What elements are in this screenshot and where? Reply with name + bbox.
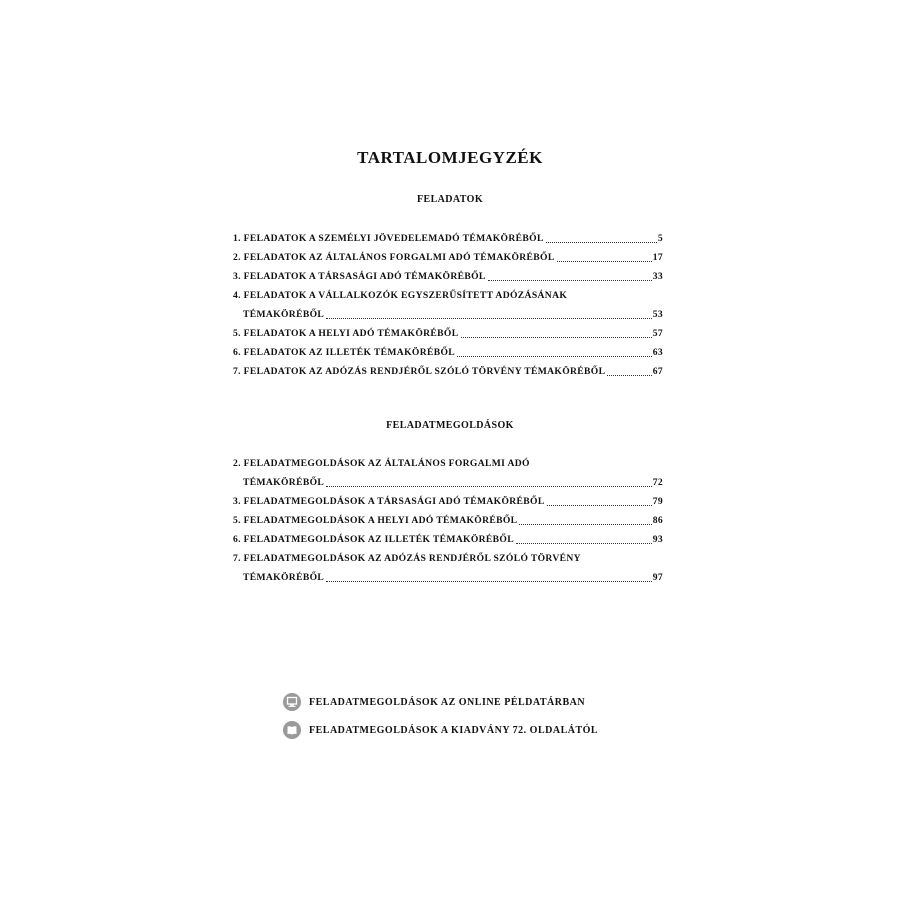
toc-entry-label-continuation: TÉMAKÖRÉBŐL	[243, 477, 325, 488]
toc-entry-page-number: 97	[652, 572, 663, 583]
toc-entry-page-number: 63	[652, 347, 663, 358]
toc-entry-continuation[interactable]	[233, 305, 663, 324]
toc-entry-label: 5. FELADATOK A HELYI ADÓ TÉMAKÖRÉBŐL	[233, 328, 459, 339]
dot-leader	[326, 318, 652, 319]
book-icon	[283, 721, 301, 739]
dot-leader	[326, 486, 652, 487]
toc-entry[interactable]	[233, 343, 663, 362]
toc-entry-label: 2. FELADATMEGOLDÁSOK AZ ÁLTALÁNOS FORGALMI ADÓ	[233, 458, 530, 469]
legend-item-book	[283, 718, 598, 742]
toc-entry-page-number: 93	[652, 534, 663, 545]
toc-entry-page-number: 57	[652, 328, 663, 339]
toc-entry-label: 2. FELADATOK AZ ÁLTALÁNOS FORGALMI ADÓ TÉMAKÖRÉBŐL	[233, 252, 555, 263]
dot-leader	[488, 280, 652, 281]
toc-entry-page-number: 72	[652, 477, 663, 488]
section-title-feladatok: FELADATOK	[416, 194, 484, 205]
dot-leader	[557, 261, 652, 262]
toc-list-feladatok	[233, 229, 663, 381]
dot-leader	[457, 356, 652, 357]
dot-leader	[326, 581, 652, 582]
toc-entry[interactable]	[233, 324, 663, 343]
toc-entry-continuation[interactable]	[233, 568, 663, 587]
toc-entry[interactable]	[233, 229, 663, 248]
toc-entry-page-number: 67	[652, 366, 663, 377]
toc-entry[interactable]	[233, 549, 663, 568]
section-title-feladatmegoldasok: FELADATMEGOLDÁSOK	[386, 420, 514, 431]
toc-entry-page-number: 5	[657, 233, 663, 244]
dot-leader	[546, 242, 657, 243]
toc-entry-page-number: 53	[652, 309, 663, 320]
computer-icon	[283, 693, 301, 711]
legend-text: FELADATMEGOLDÁSOK A KIADVÁNY 72. OLDALÁTÓL	[309, 724, 599, 736]
toc-entry-label: 4. FELADATOK A VÁLLALKOZÓK EGYSZERŰSÍTETT ADÓZÁSÁNAK	[233, 290, 568, 301]
toc-entry[interactable]	[233, 286, 663, 305]
toc-entry-label: 7. FELADATOK AZ ADÓZÁS RENDJÉRŐL SZÓLÓ TÖRVÉNY TÉMAKÖRÉBŐL	[233, 366, 606, 377]
toc-entry[interactable]	[233, 267, 663, 286]
toc-entry-page-number: 79	[652, 496, 663, 507]
toc-entry[interactable]	[233, 511, 663, 530]
toc-entry-continuation[interactable]	[233, 473, 663, 492]
page-title: TARTALOMJEGYZÉK	[357, 148, 543, 167]
legend-text: FELADATMEGOLDÁSOK AZ ONLINE PÉLDATÁRBAN	[309, 696, 586, 708]
toc-entry-label-continuation: TÉMAKÖRÉBŐL	[243, 309, 325, 320]
toc-entry[interactable]	[233, 362, 663, 381]
toc-entry-label: 6. FELADATMEGOLDÁSOK AZ ILLETÉK TÉMAKÖRÉBŐL	[233, 534, 514, 545]
dot-leader	[519, 524, 651, 525]
toc-entry-label: 5. FELADATMEGOLDÁSOK A HELYI ADÓ TÉMAKÖRÉBŐL	[233, 515, 518, 526]
toc-entry[interactable]	[233, 248, 663, 267]
toc-entry-label: 3. FELADATMEGOLDÁSOK A TÁRSASÁGI ADÓ TÉMAKÖRÉBŐL	[233, 496, 545, 507]
toc-entry-label: 3. FELADATOK A TÁRSASÁGI ADÓ TÉMAKÖRÉBŐL	[233, 271, 486, 282]
toc-entry-page-number: 17	[652, 252, 663, 263]
toc-list-feladatmegoldasok	[233, 454, 663, 587]
dot-leader	[547, 505, 652, 506]
toc-entry-page-number: 33	[652, 271, 663, 282]
dot-leader	[516, 543, 652, 544]
toc-entry[interactable]	[233, 492, 663, 511]
toc-entry-label: 6. FELADATOK AZ ILLETÉK TÉMAKÖRÉBŐL	[233, 347, 456, 358]
toc-entry-page-number: 86	[652, 515, 663, 526]
toc-entry[interactable]	[233, 454, 663, 473]
toc-entry-label-continuation: TÉMAKÖRÉBŐL	[243, 572, 325, 583]
dot-leader	[461, 337, 652, 338]
legend-item-online	[283, 690, 598, 714]
dot-leader	[607, 375, 651, 376]
legend	[283, 690, 598, 746]
toc-entry-label: 7. FELADATMEGOLDÁSOK AZ ADÓZÁS RENDJÉRŐL SZÓLÓ TÖRVÉNY	[233, 553, 581, 564]
toc-entry[interactable]	[233, 530, 663, 549]
toc-entry-label: 1. FELADATOK A SZEMÉLYI JÖVEDELEMADÓ TÉMAKÖRÉBŐL	[233, 233, 544, 244]
